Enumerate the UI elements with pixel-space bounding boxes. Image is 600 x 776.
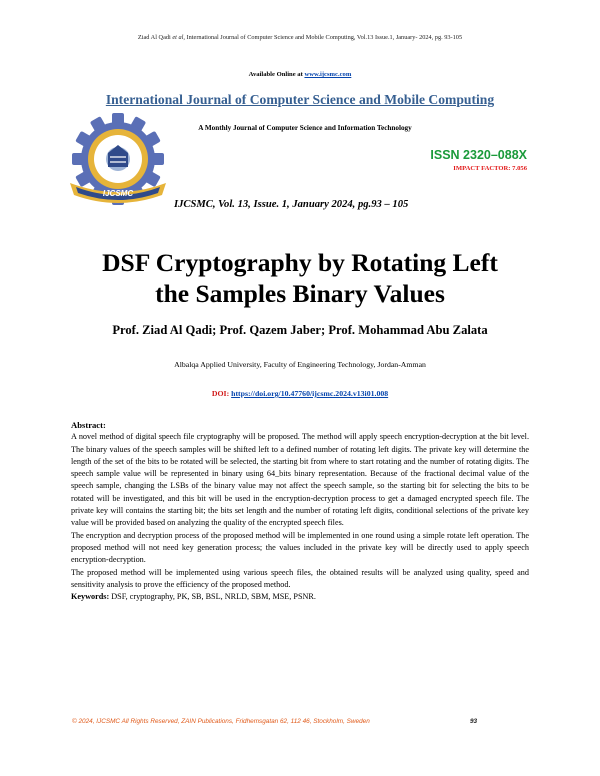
copyright-notice: © 2024, IJCSMC All Rights Reserved, ZAIN Publications, Fridhemsgatan 62, 112 46, Stockholm, Sweden <box>72 718 370 725</box>
abstract-paragraph-2: The encryption and decryption process of the proposed method will be implemented in one round using a simple rotate left operation. The proposed method will not need key generation process; the values included in the private key will be directly used to apply speech encryption-decryption. <box>71 530 529 565</box>
page-footer <box>72 718 532 725</box>
paper-title <box>0 247 600 309</box>
paper-title-line-1: DSF Cryptography by Rotating Left <box>102 248 498 277</box>
running-head-rest: International Journal of Computer Science and Mobile Computing, Vol.13 Issue.1, January- 2024, pg. 93-105 <box>186 34 463 41</box>
available-label: Available Online at <box>248 71 303 78</box>
keywords-label: Keywords: <box>71 592 110 602</box>
journal-subtitle: A Monthly Journal of Computer Science and Information Technology <box>198 124 412 132</box>
doi-link[interactable]: https://doi.org/10.47760/ijcsmc.2024.v13i01.008 <box>231 389 389 398</box>
running-head <box>0 34 600 41</box>
abstract-section <box>71 419 529 603</box>
keywords-list: DSF, cryptography, PK, SB, BSL, NRLD, SBM, MSE, PSNR. <box>111 592 316 602</box>
doi-line <box>0 389 600 398</box>
journal-website-link[interactable]: www.ijcsmc.com <box>304 71 352 78</box>
impact-factor: IMPACT FACTOR: 7.056 <box>453 165 527 172</box>
issn-number: ISSN 2320–088X <box>430 148 527 162</box>
page-number: 93 <box>470 718 478 725</box>
issue-citation: IJCSMC, Vol. 13, Issue. 1, January 2024, pg.93 – 105 <box>174 199 409 210</box>
logo-text: IJCSMC <box>102 189 134 198</box>
author-affiliation: Albalqa Applied University, Faculty of Engineering Technology, Jordan-Amman <box>174 360 426 369</box>
paper-authors: Prof. Ziad Al Qadi; Prof. Qazem Jaber; Prof. Mohammad Abu Zalata <box>112 323 488 337</box>
keywords-line <box>71 591 529 603</box>
journal-name[interactable]: International Journal of Computer Science and Mobile Computing <box>105 92 495 107</box>
gear-emblem-icon <box>62 111 174 211</box>
abstract-heading: Abstract: <box>71 420 106 430</box>
running-head-author: Ziad Al Qadi <box>137 34 171 41</box>
paper-title-line-2: the Samples Binary Values <box>155 279 445 308</box>
running-head-etal: et al, <box>172 34 185 41</box>
abstract-paragraph-1: A novel method of digital speech file cryptography will be proposed. The method will apply speech encryption-decryption at the bit level. The binary values of the speech samples will be shifted left to a defined number of rotating left digits. The private key will determine the length of the set of the bits to be rotated will be selected, the starting bit from where to start rotating and the number of rotating digits. The speech sample value will be represented in binary using 64_bits binary representation. Because of the fractional decimal value of the speech sample, changing the LSBs of the binary value may not affect the speech sample, so the starting bit for selecting the bits to be rotated will be investigated, and this bit will be used in the encryption-decryption process to get a damaged encrypted speech file. The private key will contains the starting bit; the bits set length and the number of rotating left digits, conditional selections of the private key value will be provided based on analyzing the quality of the encrypted speech files. <box>71 432 529 528</box>
doi-label: DOI: <box>211 389 230 398</box>
journal-logo <box>62 111 174 211</box>
available-online <box>0 71 600 78</box>
abstract-paragraph-3: The proposed method will be implemented using various speech files, the obtained results will be analyzed using quality, speed and sensitivity analysis to prove the efficiency of the proposed method. <box>71 567 529 589</box>
